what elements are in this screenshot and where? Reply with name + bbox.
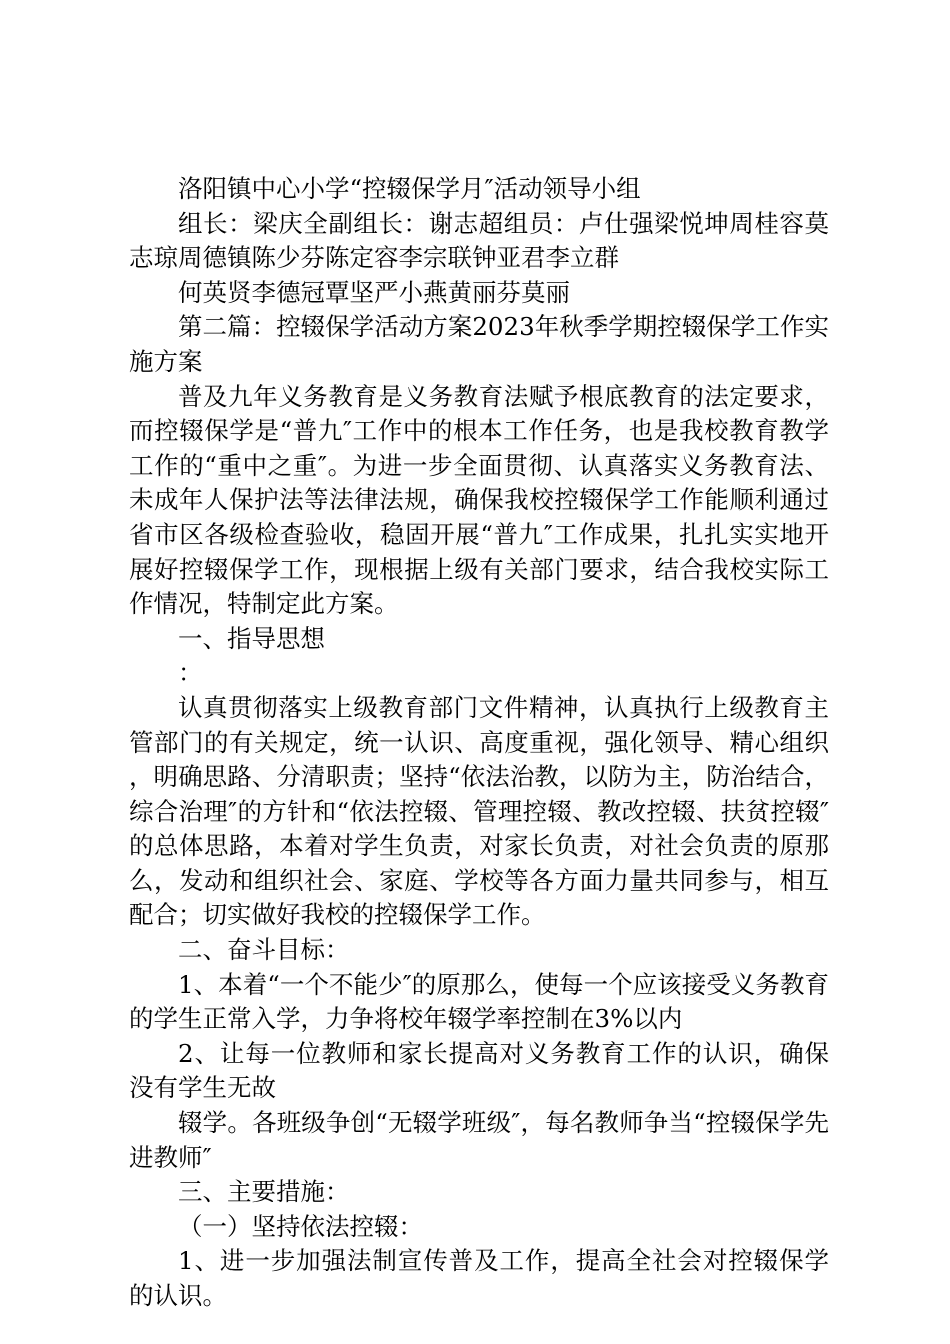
goal-item-1: 1、本着“一个不能少″的原那么，使每一个应该接受义务教育的学生正常入学，力争将校年辍学率控制在3%以内 bbox=[129, 969, 829, 1034]
group-title: 洛阳镇中心小学“控辍保学月″活动领导小组 bbox=[178, 174, 641, 203]
guiding-thought-paragraph: 认真贯彻落实上级教育部门文件精神，认真执行上级教育主管部门的有关规定，统一认识、高度重视，强化领导、精心组织，明确思路、分清职责；坚持“依法治教，以防为主，防治结合，综合治理″的方针和“依法控辍、管理控辍、教改控辍、扶贫控辍″的总体思路，本着对学生负责，对家长负责，对社会负责的原那么，发动和组织社会、家庭、学校等各方面力量共同参与，相互配合；切实做好我校的控辍保学工作。 bbox=[129, 692, 829, 930]
colon-line: ： bbox=[178, 658, 203, 688]
measure-item-1: 1、进一步加强法制宣传普及工作，提高全社会对控辍保学的认识。 bbox=[129, 1246, 829, 1310]
subheading-legal-control: （一）坚持依法控辍： bbox=[178, 1211, 423, 1241]
intro-paragraph: 普及九年义务教育是义务教育法赋予根底教育的法定要求，而控辍保学是“普九″工作中的根本工作任务，也是我校教育教学工作的“重中之重″。为进一步全面贯彻、认真落实义务教育法、未成年人保护法等法律法规，确保我校控辍保学工作能顺利通过省市区各级检查验收，稳固开展“普九″工作成果，扎扎实实地开展好控辍保学工作，现根据上级有关部门要求，结合我校实际工作情况，特制定此方案。 bbox=[129, 381, 829, 619]
goal-item-2: 2、让每一位教师和家长提高对义务教育工作的认识，确保没有学生无故 bbox=[129, 1038, 829, 1103]
heading-guiding-thought: 一、指导思想 bbox=[178, 623, 325, 653]
section-heading-part-two: 第二篇：控辍保学活动方案2023年秋季学期控辍保学工作实施方案 bbox=[129, 312, 829, 376]
heading-measures: 三、主要措施： bbox=[178, 1177, 350, 1207]
group-members-continued: 何英贤李德冠覃坚严小燕黄丽芬莫丽 bbox=[178, 277, 570, 307]
heading-goals: 二、奋斗目标： bbox=[178, 935, 350, 965]
group-members-line: 组长：梁庆全副组长：谢志超组员：卢仕强梁悦坤周桂容莫志琼周德镇陈少芬陈定容李宗联钟亚君李立群 bbox=[129, 208, 829, 273]
goal-item-2-continued: 辍学。各班级争创“无辍学班级″，每名教师争当“控辍保学先进教师″ bbox=[129, 1108, 829, 1172]
document-body bbox=[129, 172, 829, 1314]
